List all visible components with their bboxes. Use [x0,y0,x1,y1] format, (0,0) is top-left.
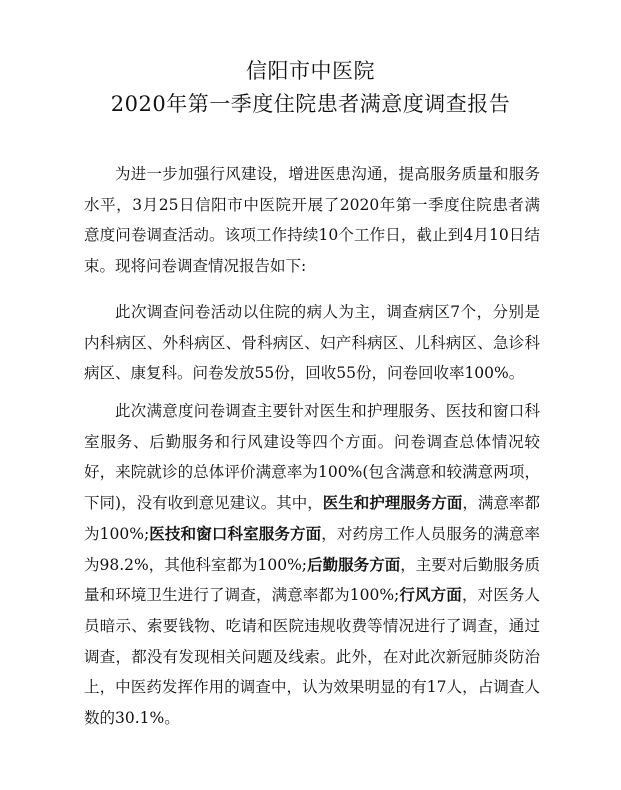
report-title: 2020年第一季度住院患者满意度调查报告 [110,92,511,116]
results-heading-doctor-nursing: 医生和护理服务方面 [322,493,463,513]
paragraph-survey-results [84,396,540,734]
results-heading-conduct: 行风方面 [399,585,462,605]
results-heading-logistics: 后勤服务方面 [307,554,401,574]
results-text-4: ，主要对后勤服务质量和环境卫生进行了调查，满意率都为100%; [84,555,540,605]
results-text-5: ，对医务人员暗示、索要钱物、吃请和医院违规收费等情况进行了调查，通过调查，都没有发现相关问题及线索。此外，在对此次新冠肺炎防治上，中医药发挥作用的调查中，认为效果明显的有17人，占调查人数的30.1%。 [84,586,540,728]
results-text-2: ，满意率都为100%; [84,494,540,543]
results-text-1: 此次满意度问卷调查主要针对医生和护理服务、医技和窗口科室服务、后勤服务和行风建设等四个方面。问卷调查总体情况较好，来院就诊的总体评价满意率为100%(包含满意和较满意两项，下同)，没有收到意见建议。其中， [84,402,540,513]
hospital-title: 信阳市中医院 [246,59,375,83]
paragraph-intro: 为进一步加强行风建设，增进医患沟通，提高服务质量和服务水平，3月25日信阳市中医院开展了2020年第一季度住院患者满意度问卷调查活动。该项工作持续10个工作日，截止到4月10日结束。现将问卷调查情况报告如下: [84,165,540,276]
paragraph-survey-scope: 此次调查问卷活动以住院的病人为主，调查病区7个，分别是内科病区、外科病区、骨科病区、妇产科病区、儿科病区、急诊科病区、康复科。问卷发放55份，回收55份，问卷回收率100%。 [84,303,540,383]
results-text-3: ，对药房工作人员服务的满意率为98.2%，其他科室都为100%; [84,524,540,574]
results-heading-medical-tech-window: 医技和窗口科室服务方面 [149,523,322,543]
